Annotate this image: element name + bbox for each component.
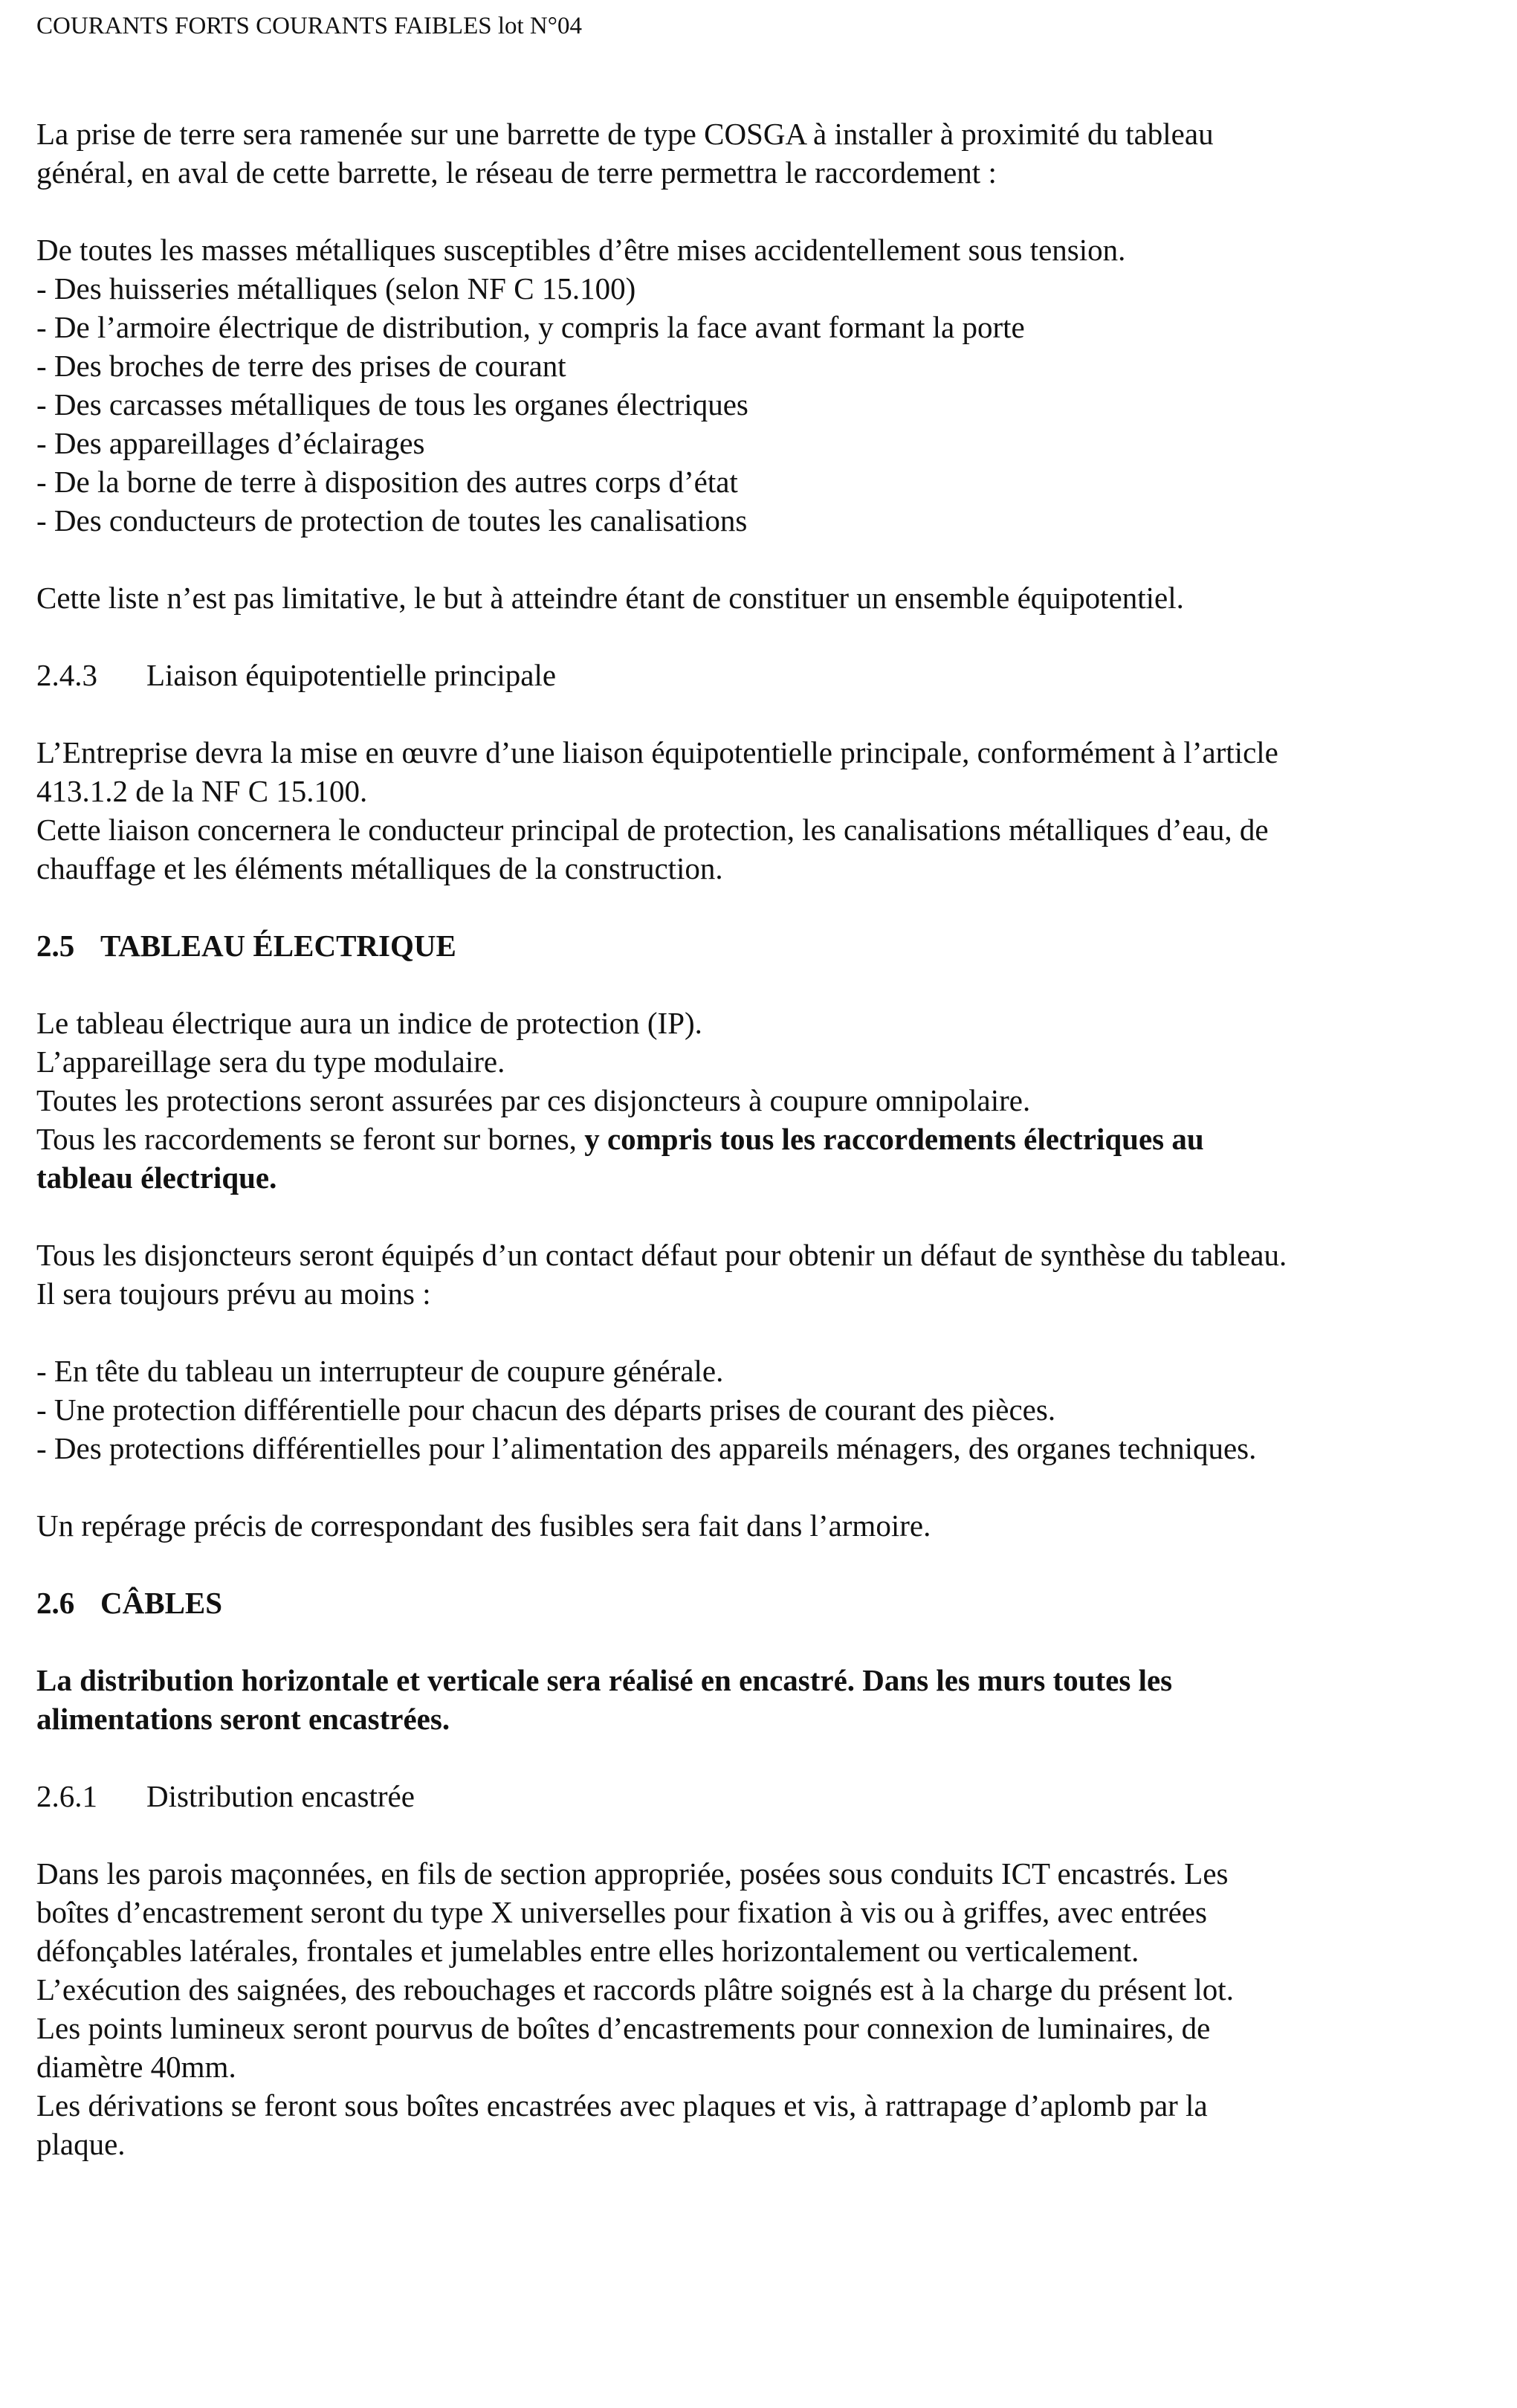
section-heading-2-6-1 bbox=[36, 1777, 1486, 1815]
list-item: - Des appareillages d’éclairages bbox=[36, 426, 425, 460]
section-heading-2-4-3 bbox=[36, 656, 1486, 694]
document-body bbox=[36, 114, 1486, 2163]
paragraph-line: boîtes d’encastrement seront du type X universelles pour fixation à vis ou à griffes, avec entrées bbox=[36, 1895, 1207, 1929]
section-title: Liaison équipotentielle principale bbox=[146, 658, 557, 692]
earth-note: Cette liste n’est pas limitative, le but à atteindre étant de constituer un ensemble équipotentiel. bbox=[36, 581, 1184, 615]
section-number: 2.4.3 bbox=[36, 658, 97, 692]
paragraph-line: Dans les parois maçonnées, en fils de section appropriée, posées sous conduits ICT encastrés. Les bbox=[36, 1856, 1229, 1891]
list-item: - De l’armoire électrique de distribution, y compris la face avant formant la porte bbox=[36, 310, 1025, 344]
paragraph-line: défonçables latérales, frontales et jumelables entre elles horizontalement ou verticalement. bbox=[36, 1934, 1139, 1968]
earth-intro-line-1: La prise de terre sera ramenée sur une barrette de type COSGA à installer à proximité du tableau bbox=[36, 117, 1214, 151]
paragraph-line: L’appareillage sera du type modulaire. bbox=[36, 1045, 505, 1079]
paragraph-line: L’exécution des saignées, des rebouchages et raccords plâtre soignés est à la charge du présent lot. bbox=[36, 1972, 1234, 2007]
paragraph-line: alimentations seront encastrées. bbox=[36, 1702, 450, 1736]
list-item: - Des carcasses métalliques de tous les organes électriques bbox=[36, 387, 748, 422]
list-item: - Des huisseries métalliques (selon NF C 15.100) bbox=[36, 271, 636, 306]
list-item: - Une protection différentielle pour chacun des départs prises de courant des pièces. bbox=[36, 1392, 1056, 1427]
paragraph-line: Tous les disjoncteurs seront équipés d’un contact défaut pour obtenir un défaut de synthèse du tableau. bbox=[36, 1238, 1287, 1272]
paragraph-line: Cette liaison concernera le conducteur principal de protection, les canalisations métalliques d’eau, de bbox=[36, 813, 1269, 847]
section-heading-2-5 bbox=[36, 926, 1486, 965]
paragraph-line: Les points lumineux seront pourvus de boîtes d’encastrements pour connexion de luminaires, de bbox=[36, 2011, 1211, 2045]
section-heading-2-6 bbox=[36, 1584, 1486, 1622]
paragraph-line: tableau électrique. bbox=[36, 1161, 277, 1195]
list-item: - Des protections différentielles pour l’alimentation des appareils ménagers, des organes techniques. bbox=[36, 1431, 1257, 1465]
paragraph-line: Un repérage précis de correspondant des fusibles sera fait dans l’armoire. bbox=[36, 1508, 931, 1543]
earth-intro-line-2: général, en aval de cette barrette, le réseau de terre permettra le raccordement : bbox=[36, 155, 997, 190]
page-header: COURANTS FORTS COURANTS FAIBLES lot N°04 bbox=[36, 13, 582, 39]
paragraph-line: Le tableau électrique aura un indice de protection (IP). bbox=[36, 1006, 702, 1040]
paragraph-line: La distribution horizontale et verticale sera réalisé en encastré. Dans les murs toutes les bbox=[36, 1663, 1173, 1697]
paragraph-line: Toutes les protections seront assurées par ces disjoncteurs à coupure omnipolaire. bbox=[36, 1083, 1031, 1117]
list-item: - Des broches de terre des prises de courant bbox=[36, 349, 566, 383]
section-title: TABLEAU ÉLECTRIQUE bbox=[100, 929, 456, 963]
section-title: CÂBLES bbox=[100, 1586, 223, 1620]
paragraph-line: diamètre 40mm. bbox=[36, 2050, 236, 2084]
list-item: - En tête du tableau un interrupteur de coupure générale. bbox=[36, 1354, 724, 1388]
paragraph-line: plaque. bbox=[36, 2127, 126, 2161]
paragraph-line: L’Entreprise devra la mise en œuvre d’une liaison équipotentielle principale, conformément à l’article bbox=[36, 735, 1278, 769]
list-item: - Des conducteurs de protection de toutes les canalisations bbox=[36, 503, 748, 538]
earth-masses-line: De toutes les masses métalliques susceptibles d’être mises accidentellement sous tension. bbox=[36, 233, 1126, 267]
paragraph-line: chauffage et les éléments métalliques de la construction. bbox=[36, 851, 723, 885]
paragraph-line: Les dérivations se feront sous boîtes encastrées avec plaques et vis, à rattrapage d’aplomb par la bbox=[36, 2088, 1208, 2123]
paragraph-line bbox=[36, 1120, 1486, 1158]
paragraph-text: Tous les raccordements se feront sur bornes, bbox=[36, 1122, 585, 1156]
section-title: Distribution encastrée bbox=[146, 1779, 415, 1813]
list-item: - De la borne de terre à disposition des autres corps d’état bbox=[36, 465, 738, 499]
section-number: 2.6.1 bbox=[36, 1779, 97, 1813]
section-number: 2.6 bbox=[36, 1586, 75, 1620]
section-number: 2.5 bbox=[36, 929, 75, 963]
paragraph-bold-text: y compris tous les raccordements électriques au bbox=[584, 1122, 1204, 1156]
paragraph-line: Il sera toujours prévu au moins : bbox=[36, 1276, 431, 1311]
paragraph-line: 413.1.2 de la NF C 15.100. bbox=[36, 774, 368, 808]
